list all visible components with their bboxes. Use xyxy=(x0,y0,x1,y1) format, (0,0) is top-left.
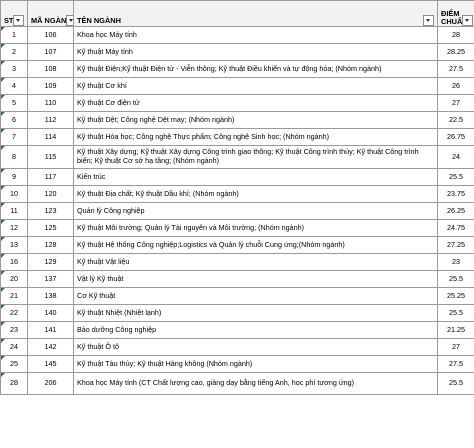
header-stt-label: ST xyxy=(4,16,14,26)
table-row xyxy=(1,27,474,44)
cell-comment-marker-icon xyxy=(1,146,5,150)
cell-stt-text: 1 xyxy=(12,29,16,39)
cell-diem[interactable] xyxy=(438,112,474,129)
cell-ma-nganh-text: 125 xyxy=(44,222,57,232)
header-diem-label: ĐIỂM CHUẨ xyxy=(441,9,463,26)
cell-ten-nganh-text: Kỹ thuật Địa chất; Kỹ thuật Dầu khí; (Nhóm ngành) xyxy=(77,188,239,198)
cell-diem[interactable] xyxy=(438,186,474,203)
cell-stt-text: 7 xyxy=(12,131,16,141)
filter-dropdown-icon[interactable] xyxy=(66,15,73,26)
cell-ma-nganh-text: 137 xyxy=(44,273,57,283)
cell-diem-text: 27 xyxy=(452,341,460,351)
cell-diem[interactable] xyxy=(438,95,474,112)
cell-diem[interactable] xyxy=(438,339,474,356)
cell-stt-text: 11 xyxy=(10,205,18,215)
cell-diem[interactable] xyxy=(438,254,474,271)
cell-diem[interactable] xyxy=(438,356,474,373)
cell-ten-nganh[interactable] xyxy=(74,186,438,203)
table-row xyxy=(1,373,474,395)
cell-ma-nganh-text: 129 xyxy=(44,256,57,266)
cell-comment-marker-icon xyxy=(1,186,5,190)
cell-ma-nganh-text: 120 xyxy=(44,188,57,198)
cell-diem-text: 24 xyxy=(452,151,460,161)
cell-ten-nganh-text: Quản lý Công nghiệp xyxy=(77,205,145,215)
table-row xyxy=(1,95,474,112)
cell-stt-text: 16 xyxy=(10,256,18,266)
table-row xyxy=(1,78,474,95)
cell-ten-nganh[interactable] xyxy=(74,129,438,146)
cell-diem-text: 25.25 xyxy=(447,290,465,300)
cell-diem[interactable] xyxy=(438,146,474,169)
cell-ten-nganh[interactable] xyxy=(74,220,438,237)
cell-ma-nganh-text: 110 xyxy=(44,97,57,107)
header-ten-nganh-label: TÊN NGÀNH xyxy=(77,16,121,26)
header-ma-nganh-label: MÃ NGÀN xyxy=(31,16,67,26)
cell-ten-nganh[interactable] xyxy=(74,271,438,288)
header-ma-nganh[interactable] xyxy=(28,1,74,27)
cell-comment-marker-icon xyxy=(1,44,5,48)
cell-stt[interactable] xyxy=(1,27,28,44)
cell-stt[interactable] xyxy=(1,44,28,61)
cell-ma-nganh[interactable] xyxy=(28,339,74,356)
cell-ma-nganh[interactable] xyxy=(28,78,74,95)
table-row xyxy=(1,44,474,61)
cell-comment-marker-icon xyxy=(1,339,5,343)
cell-stt-text: 2 xyxy=(12,46,16,56)
header-stt[interactable] xyxy=(1,1,28,27)
cell-comment-marker-icon xyxy=(1,271,5,275)
cell-diem-text: 27.25 xyxy=(447,239,465,249)
cell-ma-nganh[interactable] xyxy=(28,237,74,254)
cell-stt-text: 21 xyxy=(10,290,18,300)
cell-stt[interactable] xyxy=(1,356,28,373)
cell-ten-nganh-text: Kỹ thuật Cơ khí xyxy=(77,80,127,90)
cell-stt[interactable] xyxy=(1,186,28,203)
table-row xyxy=(1,203,474,220)
cell-comment-marker-icon xyxy=(1,95,5,99)
cell-ten-nganh-text: Kỹ thuật Tàu thủy; Kỹ thuật Hàng không (Nhóm ngành) xyxy=(77,358,253,368)
cell-diem[interactable] xyxy=(438,322,474,339)
cell-diem-text: 27.5 xyxy=(449,63,463,73)
cell-diem-text: 28.25 xyxy=(447,46,465,56)
cell-ten-nganh-text: Khoa học Máy tính (CT Chất lượng cao, giảng dạy bằng tiếng Anh, học phí tương ứng) xyxy=(77,378,355,388)
cell-diem-text: 21.25 xyxy=(447,324,465,334)
cell-stt[interactable] xyxy=(1,305,28,322)
cell-stt[interactable] xyxy=(1,78,28,95)
cell-ten-nganh-text: Kỹ thuật Điện;Kỹ thuật Điện tử - Viễn thông; Kỹ thuật Điều khiển và tự động hóa; (Nhóm ngành) xyxy=(77,63,382,73)
cell-ten-nganh[interactable] xyxy=(74,373,438,395)
cell-stt[interactable] xyxy=(1,112,28,129)
cell-diem-text: 22.5 xyxy=(449,114,463,124)
filter-dropdown-icon[interactable] xyxy=(13,15,24,26)
cell-ten-nganh[interactable] xyxy=(74,305,438,322)
table-row xyxy=(1,112,474,129)
table-row xyxy=(1,146,474,169)
cell-ten-nganh-text: Kỹ thuật Dệt; Công nghệ Dệt may; (Nhóm ngành) xyxy=(77,114,235,124)
cell-ten-nganh[interactable] xyxy=(74,339,438,356)
cell-ma-nganh[interactable] xyxy=(28,220,74,237)
cell-comment-marker-icon xyxy=(1,322,5,326)
cell-ma-nganh-text: 107 xyxy=(44,46,57,56)
cell-stt[interactable] xyxy=(1,220,28,237)
cell-stt[interactable] xyxy=(1,237,28,254)
cell-diem-text: 25.5 xyxy=(449,171,463,181)
cell-diem[interactable] xyxy=(438,305,474,322)
cell-diem-text: 28 xyxy=(452,29,460,39)
cell-ten-nganh[interactable] xyxy=(74,169,438,186)
cell-diem[interactable] xyxy=(438,27,474,44)
table-row xyxy=(1,186,474,203)
table-row xyxy=(1,322,474,339)
cell-ma-nganh-text: 142 xyxy=(44,341,57,351)
cell-ma-nganh-text: 114 xyxy=(44,131,57,141)
header-ten-nganh[interactable] xyxy=(74,1,438,27)
cell-ma-nganh[interactable] xyxy=(28,129,74,146)
cell-diem[interactable] xyxy=(438,44,474,61)
cell-stt-text: 28 xyxy=(10,378,18,388)
cell-stt-text: 22 xyxy=(10,307,18,317)
cell-stt[interactable] xyxy=(1,322,28,339)
cell-stt-text: 23 xyxy=(10,324,18,334)
cell-ma-nganh[interactable] xyxy=(28,288,74,305)
cell-diem-text: 25.5 xyxy=(449,378,463,388)
cell-diem-text: 24.75 xyxy=(447,222,465,232)
cell-stt-text: 3 xyxy=(12,63,16,73)
cell-ten-nganh-text: Kỹ thuật Cơ điện tử xyxy=(77,97,140,107)
cell-ten-nganh[interactable] xyxy=(74,322,438,339)
table-row xyxy=(1,356,474,373)
cell-ma-nganh-text: 115 xyxy=(44,151,57,161)
cell-diem[interactable] xyxy=(438,78,474,95)
table-row xyxy=(1,220,474,237)
cell-stt-text: 6 xyxy=(12,114,16,124)
cell-ma-nganh[interactable] xyxy=(28,44,74,61)
cell-diem-text: 23.75 xyxy=(447,188,465,198)
cell-diem-text: 26.25 xyxy=(447,205,465,215)
cell-stt-text: 12 xyxy=(10,222,18,232)
cell-ten-nganh-text: Kỹ thuật Xây dựng; Kỹ thuật Xây dựng Công trình giao thông; Kỹ thuật Công trình thủy; Kỹ thuật Công trình biển; Kỹ thuật Cơ sở hạ tầng; (Nhóm ngành) xyxy=(77,147,419,165)
cell-comment-marker-icon xyxy=(1,373,5,377)
table-row xyxy=(1,129,474,146)
cell-ma-nganh[interactable] xyxy=(28,186,74,203)
cell-ma-nganh[interactable] xyxy=(28,254,74,271)
cell-stt[interactable] xyxy=(1,129,28,146)
cell-comment-marker-icon xyxy=(1,237,5,241)
cell-diem-text: 27 xyxy=(452,97,460,107)
cell-ten-nganh-text: Vật lý Kỹ thuật xyxy=(77,273,124,283)
cell-ten-nganh-text: Kỹ thuật Hóa học; Công nghệ Thực phẩm; Công nghệ Sinh học; (Nhóm ngành) xyxy=(77,131,330,141)
cell-ten-nganh[interactable] xyxy=(74,203,438,220)
cell-ten-nganh[interactable] xyxy=(74,44,438,61)
table-row xyxy=(1,61,474,78)
cell-ma-nganh[interactable] xyxy=(28,271,74,288)
cell-comment-marker-icon xyxy=(1,356,5,360)
cell-stt-text: 20 xyxy=(10,273,18,283)
table-row xyxy=(1,339,474,356)
cell-diem[interactable] xyxy=(438,373,474,395)
cell-ten-nganh-text: Bảo dưỡng Công nghiệp xyxy=(77,324,157,334)
cell-ten-nganh-text: Kỹ thuật Môi trường; Quản lý Tài nguyên và Môi trường; (Nhóm ngành) xyxy=(77,222,305,232)
cell-comment-marker-icon xyxy=(1,112,5,116)
cell-diem-text: 26 xyxy=(452,80,460,90)
cell-ma-nganh-text: 206 xyxy=(44,378,57,388)
cell-diem[interactable] xyxy=(438,61,474,78)
cell-diem-text: 25.5 xyxy=(449,307,463,317)
cell-ma-nganh[interactable] xyxy=(28,322,74,339)
cell-stt[interactable] xyxy=(1,271,28,288)
cell-ma-nganh-text: 112 xyxy=(44,114,57,124)
cell-diem-text: 23 xyxy=(452,256,460,266)
cell-comment-marker-icon xyxy=(1,27,5,31)
cell-ma-nganh-text: 117 xyxy=(44,171,57,181)
cell-ma-nganh[interactable] xyxy=(28,112,74,129)
cell-diem[interactable] xyxy=(438,237,474,254)
cell-diem-text: 27.5 xyxy=(449,358,463,368)
cell-stt-text: 4 xyxy=(12,80,16,90)
cell-stt-text: 24 xyxy=(10,341,18,351)
cell-diem[interactable] xyxy=(438,169,474,186)
cell-diem[interactable] xyxy=(438,220,474,237)
cell-comment-marker-icon xyxy=(1,169,5,173)
cell-diem-text: 25.5 xyxy=(449,273,463,283)
cell-ten-nganh-text: Kỹ thuật Máy tính xyxy=(77,46,133,56)
cell-diem[interactable] xyxy=(438,271,474,288)
cell-ten-nganh-text: Kỹ thuật Nhiệt (Nhiệt lạnh) xyxy=(77,307,162,317)
cell-ma-nganh[interactable] xyxy=(28,373,74,395)
cell-ten-nganh-text: Kiến trúc xyxy=(77,171,106,181)
cell-ten-nganh[interactable] xyxy=(74,254,438,271)
cell-ma-nganh[interactable] xyxy=(28,169,74,186)
cell-comment-marker-icon xyxy=(1,129,5,133)
cell-ma-nganh-text: 108 xyxy=(44,63,57,73)
cell-comment-marker-icon xyxy=(1,61,5,65)
cell-ma-nganh-text: 141 xyxy=(44,324,57,334)
cell-ten-nganh[interactable] xyxy=(74,146,438,169)
cell-stt[interactable] xyxy=(1,169,28,186)
cell-comment-marker-icon xyxy=(1,254,5,258)
cell-diem[interactable] xyxy=(438,203,474,220)
cell-ten-nganh[interactable] xyxy=(74,112,438,129)
cell-ten-nganh[interactable] xyxy=(74,61,438,78)
header-row xyxy=(1,1,474,27)
cell-ma-nganh-text: 140 xyxy=(44,307,57,317)
cell-stt-text: 10 xyxy=(10,188,18,198)
cell-comment-marker-icon xyxy=(1,288,5,292)
cell-ma-nganh[interactable] xyxy=(28,146,74,169)
table-row xyxy=(1,254,474,271)
cell-stt-text: 9 xyxy=(12,171,16,181)
cell-diem-text: 26.75 xyxy=(447,131,465,141)
table-row xyxy=(1,288,474,305)
cell-stt[interactable] xyxy=(1,339,28,356)
cell-ma-nganh[interactable] xyxy=(28,27,74,44)
cell-ten-nganh-text: Cơ Kỹ thuật xyxy=(77,290,116,300)
cell-ten-nganh[interactable] xyxy=(74,356,438,373)
table-row xyxy=(1,271,474,288)
cell-comment-marker-icon xyxy=(1,305,5,309)
cell-ten-nganh-text: Kỹ thuật Ô tô xyxy=(77,341,119,351)
cell-stt[interactable] xyxy=(1,288,28,305)
cell-stt[interactable] xyxy=(1,61,28,78)
cell-comment-marker-icon xyxy=(1,203,5,207)
cell-ma-nganh[interactable] xyxy=(28,61,74,78)
cell-ma-nganh[interactable] xyxy=(28,356,74,373)
cell-ten-nganh-text: Khoa học Máy tính xyxy=(77,29,137,39)
cell-comment-marker-icon xyxy=(1,78,5,82)
cell-stt-text: 5 xyxy=(12,97,16,107)
cell-ma-nganh[interactable] xyxy=(28,305,74,322)
table-row xyxy=(1,305,474,322)
cell-ma-nganh-text: 138 xyxy=(44,290,57,300)
cell-ten-nganh-text: Kỹ thuật Hệ thống Công nghiệp;Logistics và Quản lý chuỗi Cung ứng;(Nhóm ngành) xyxy=(77,239,345,249)
cell-comment-marker-icon xyxy=(1,220,5,224)
cell-stt-text: 13 xyxy=(10,239,18,249)
cell-diem[interactable] xyxy=(438,288,474,305)
header-diem[interactable] xyxy=(438,1,474,27)
cell-ma-nganh[interactable] xyxy=(28,95,74,112)
cell-ma-nganh-text: 128 xyxy=(44,239,57,249)
cell-ma-nganh-text: 106 xyxy=(44,29,57,39)
cell-stt[interactable] xyxy=(1,254,28,271)
cell-ten-nganh[interactable] xyxy=(74,95,438,112)
cell-diem[interactable] xyxy=(438,129,474,146)
cell-ma-nganh-text: 109 xyxy=(44,80,57,90)
filter-dropdown-icon[interactable] xyxy=(462,15,473,26)
cell-ma-nganh-text: 145 xyxy=(44,358,57,368)
cell-stt[interactable] xyxy=(1,95,28,112)
cell-ma-nganh-text: 123 xyxy=(44,205,57,215)
cell-stt[interactable] xyxy=(1,146,28,169)
cell-ten-nganh[interactable] xyxy=(74,78,438,95)
cell-stt[interactable] xyxy=(1,203,28,220)
table-row xyxy=(1,169,474,186)
cell-ten-nganh[interactable] xyxy=(74,237,438,254)
cell-ten-nganh-text: Kỹ thuật Vật liệu xyxy=(77,256,130,266)
cell-ma-nganh[interactable] xyxy=(28,203,74,220)
filter-dropdown-icon[interactable] xyxy=(423,15,434,26)
cell-stt-text: 8 xyxy=(12,151,16,161)
cell-ten-nganh[interactable] xyxy=(74,288,438,305)
cell-ten-nganh[interactable] xyxy=(74,27,438,44)
table-row xyxy=(1,237,474,254)
cell-stt[interactable] xyxy=(1,373,28,395)
cell-stt-text: 25 xyxy=(10,358,18,368)
